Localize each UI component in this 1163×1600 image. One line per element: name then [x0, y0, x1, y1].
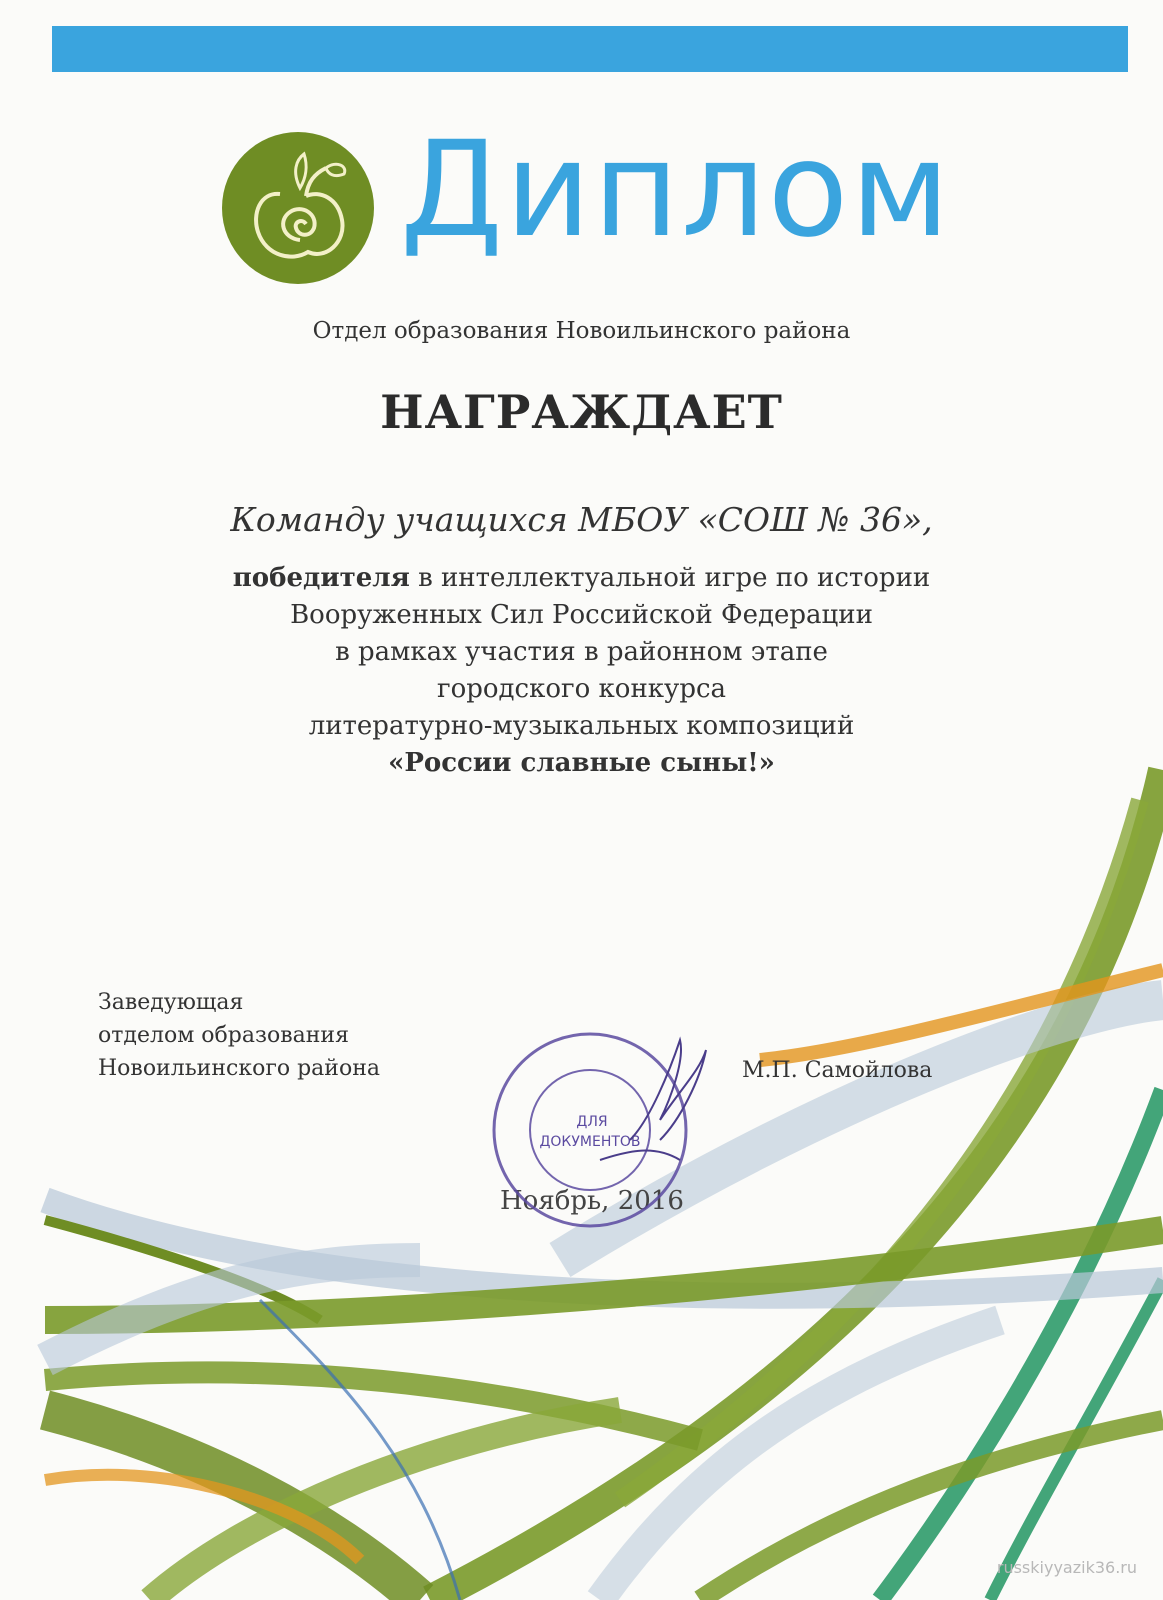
- diploma-title: Диплом: [400, 113, 952, 267]
- recipient-line: Команду учащихся МБОУ «СОШ № 36»,: [230, 500, 933, 539]
- description-line-1-rest: в интеллектуальной игре по истории: [409, 563, 931, 593]
- watermark: russkiyyazik36.ru: [996, 1558, 1137, 1577]
- apple-sprout-logo-icon: [222, 132, 374, 284]
- description-line-3: в рамках участия в районном этапе: [335, 637, 828, 667]
- awards-heading: НАГРАЖДАЕТ: [380, 385, 783, 439]
- signer-position: [98, 986, 380, 1085]
- description-line-2: Вооруженных Сил Российской Федерации: [290, 600, 873, 630]
- signer-position-line-2: отделом образования: [98, 1023, 349, 1048]
- stamp-center-line-1: ДЛЯ: [576, 1114, 608, 1130]
- issuer-line: Отдел образования Новоильинского района: [312, 318, 851, 344]
- award-description: [0, 560, 1163, 782]
- signer-position-line-3: Новоильинского района: [98, 1056, 380, 1081]
- description-line-1: [0, 560, 1163, 597]
- signer-position-line-1: Заведующая: [98, 990, 244, 1015]
- description-line-4: городского конкурса: [436, 674, 727, 704]
- signer-name: М.П. Самойлова: [742, 1058, 933, 1083]
- stamp-center-line-2: ДОКУМЕНТОВ: [539, 1134, 641, 1150]
- winner-word: победителя: [232, 563, 410, 593]
- issue-date: Ноябрь, 2016: [500, 1186, 684, 1216]
- header-blue-bar: [52, 26, 1128, 72]
- contest-name: «России славные сыны!»: [388, 748, 775, 778]
- description-line-5: литературно-музыкальных композиций: [308, 711, 855, 741]
- official-stamp: [480, 1010, 720, 1250]
